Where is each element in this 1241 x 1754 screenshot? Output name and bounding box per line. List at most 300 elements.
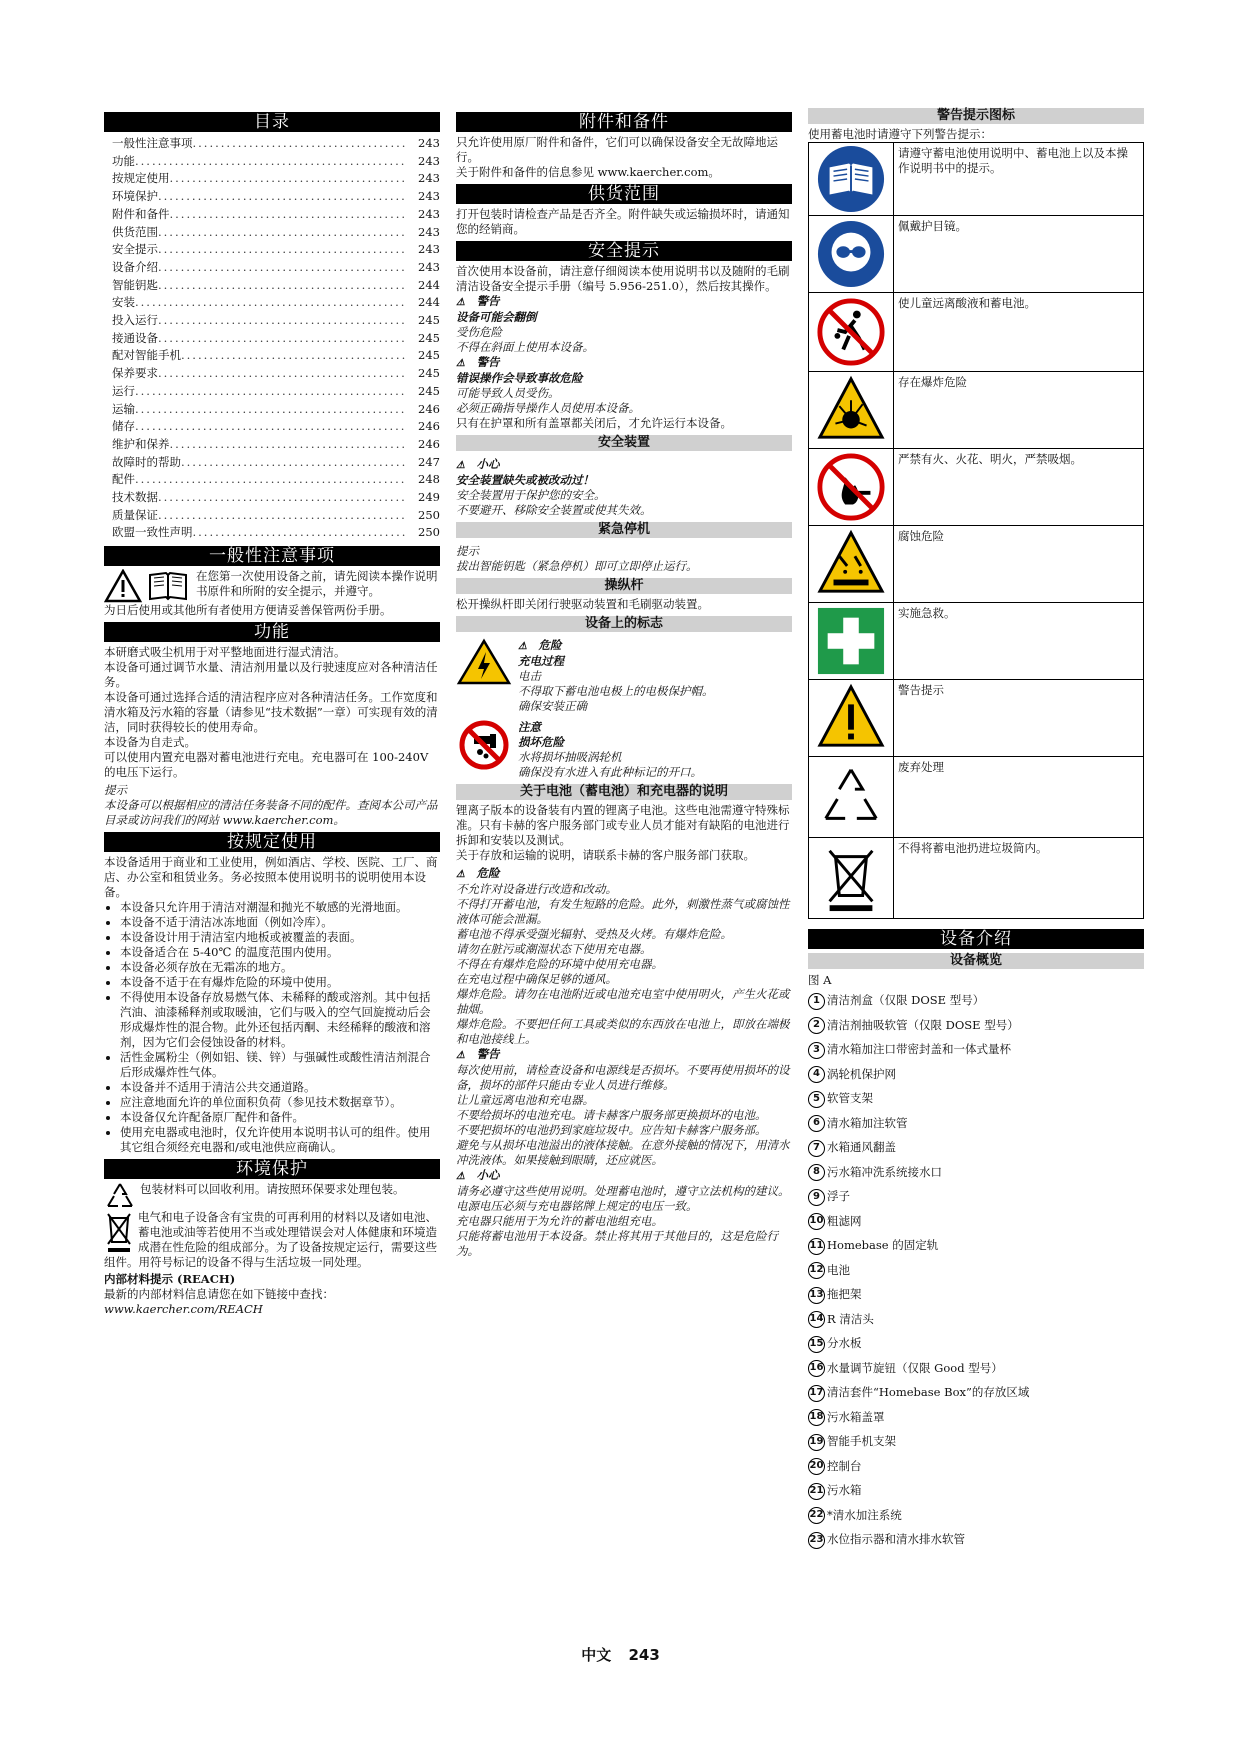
reach-text: 最新的内部材料信息请您在如下链接中查找： <box>104 1287 334 1302</box>
reach-url[interactable]: www.kaercher.com/REACH <box>104 1302 263 1317</box>
part-name: 浮子 <box>827 1189 850 1203</box>
explosion-hazard-icon <box>816 375 886 445</box>
toc-leader-dots <box>158 241 406 259</box>
part-number-badge: 22 <box>808 1507 825 1524</box>
column-middle <box>456 108 792 1259</box>
function-paragraphs <box>104 645 440 780</box>
toc-entry[interactable] <box>104 507 440 525</box>
intended-use-item: • 本设备只允许用于清洁对潮湿和抛光不敏感的光滑地面。 <box>120 900 440 915</box>
toc-entry-page: 243 <box>418 242 440 257</box>
safety-intro: 首次使用本设备前，请注意仔细阅读本使用说明书以及随附的毛刷清洁设备安全提示手册（编号 5.956-251.0），然后按其操作。 <box>456 264 790 293</box>
part-name: 污水箱盖罩 <box>827 1409 885 1424</box>
part-number-badge: 23 <box>808 1532 825 1549</box>
part-number-badge: 19 <box>808 1434 825 1451</box>
toc-leader-dots <box>158 365 406 383</box>
part-item <box>808 1013 1144 1038</box>
warning-sign-icon: ⚠ <box>456 869 465 880</box>
column-right <box>808 108 1144 1552</box>
danger-lines <box>456 882 792 1047</box>
battery-text-1: 锂离子版本的设备装有内置的锂离子电池。这些电池需遵守特殊标准。只有卡赫的客户服务部门或专业人员才能对有缺陷的电池进行拆卸和安装以及测试。 <box>456 803 790 847</box>
toc-entry[interactable] <box>104 224 440 242</box>
warning-sign-icon: ⚠ <box>518 641 527 652</box>
warning-sign-icon: ⚠ <box>456 297 465 308</box>
env-weee-note <box>104 1210 440 1270</box>
battery-text-2: 关于存放和运输的说明，请联系卡赫的客户服务部门获取。 <box>456 848 755 862</box>
mark-2-title: 损坏危险 <box>518 735 564 749</box>
toc-entry-title: 保养要求 <box>112 366 158 381</box>
warning-3-line: 让儿童远离电池和充电器。 <box>456 1093 594 1107</box>
toc-leader-dots <box>135 294 406 312</box>
intended-use-item: • 本设备并不适用于清洁公共交通道路。 <box>120 1080 440 1095</box>
toc-leader-dots <box>181 347 406 365</box>
danger-line: 爆炸危险。不要把任何工具或类似的东西放在电池上，即放在端极和电池接线上。 <box>456 1017 790 1046</box>
toc-entry[interactable] <box>104 153 440 171</box>
part-name: 水位指示器和清水排水软管 <box>827 1532 965 1546</box>
warning-sign-text: 不得将蓄电池扔进垃圾筒内。 <box>898 841 1048 855</box>
toc-entry-title: 欧盟一致性声明 <box>112 525 193 540</box>
toc-entry-title: 供货范围 <box>112 224 158 239</box>
part-number-badge: 2 <box>808 1017 825 1034</box>
warning-sign-icon-cell <box>809 680 894 756</box>
caution-1-title: 安全装置缺失或被改动过！ <box>456 473 594 487</box>
reach-label: 内部材料提示 (REACH) <box>104 1272 236 1287</box>
part-number-badge: 10 <box>808 1213 825 1230</box>
lever-text: 松开操纵杆即关闭行驶驱动装置和毛刷驱动装置。 <box>456 597 709 611</box>
part-item <box>808 1429 1144 1454</box>
toc-entry[interactable] <box>104 436 440 454</box>
warning-3-label: ⚠ 警告 <box>456 1047 500 1061</box>
battery-heading: 关于电池（蓄电池）和充电器的说明 <box>456 784 792 800</box>
part-name: R 清洁头 <box>827 1311 874 1326</box>
part-item <box>808 1478 1144 1503</box>
device-overview-heading: 设备概览 <box>808 953 1144 969</box>
toc-leader-dots <box>135 471 406 489</box>
toc-leader-dots <box>135 401 406 419</box>
part-name: 电池 <box>827 1262 850 1277</box>
caution-2-line: 请务必遵守这些使用说明。处理蓄电池时，遵守立法机构的建议。 <box>456 1184 790 1198</box>
part-name: 粗滤网 <box>827 1213 862 1228</box>
toc-entry-page: 245 <box>418 330 440 345</box>
warning-3-line: 每次使用前，请检查设备和电源线是否损坏。不要再使用损坏的设备，损坏的部件只能由专业人员进行维修。 <box>456 1063 790 1092</box>
crossed-bin-icon <box>104 1210 134 1254</box>
mark-1-line-2: 不得取下蓄电池电极上的电极保护帽。 <box>518 684 714 698</box>
toc-entry[interactable] <box>104 383 440 401</box>
toc-entry[interactable] <box>104 206 440 224</box>
warning-triangle-icon <box>104 569 142 603</box>
toc-leader-dots <box>170 206 407 224</box>
warning-2-label: ⚠ 警告 <box>456 355 500 369</box>
toc-entry-page: 245 <box>418 313 440 328</box>
toc-entry[interactable] <box>104 524 440 542</box>
toc-entry-page: 247 <box>418 454 440 469</box>
parts-list <box>808 988 1144 1552</box>
part-number-badge: 7 <box>808 1140 825 1157</box>
toc-entry-page: 246 <box>418 401 440 416</box>
toc-entry-page: 250 <box>418 525 440 540</box>
accessories-text-2: 关于附件和备件的信息参见 www.kaercher.com。 <box>456 165 720 179</box>
intended-use-item: • 本设备必须存放在无霜冻的地方。 <box>120 960 440 975</box>
safety-devices-heading: 安全装置 <box>456 435 792 451</box>
danger-line: 不允许对设备进行改造和改动。 <box>456 882 617 896</box>
caution-2-lines <box>456 1184 792 1259</box>
toc-entry[interactable] <box>104 135 440 153</box>
warning-sign-icon-cell <box>809 216 894 292</box>
warning-signs-table <box>808 142 1144 919</box>
part-item <box>808 1454 1144 1479</box>
warning-sign-icon-cell <box>809 372 894 448</box>
warning-sign-row <box>809 143 1143 216</box>
part-number-badge: 1 <box>808 993 825 1010</box>
intended-use-item: • 本设备不适于清洁冰冻地面（例如冷库）。 <box>120 915 440 930</box>
general-text: 在您第一次使用设备之前，请先阅读本操作说明书原件和所附的安全提示，并遵守。 <box>196 569 438 599</box>
general-text-2: 为日后使用或其他所有者使用方便请妥善保管两份手册。 <box>104 603 392 618</box>
part-name: 控制台 <box>827 1458 862 1473</box>
toc-entry-title: 维护和保养 <box>112 436 170 451</box>
toc-entry-page: 243 <box>418 206 440 221</box>
part-number-badge: 13 <box>808 1287 825 1304</box>
mark-2-line-2: 确保没有水进入有此种标记的开口。 <box>518 765 702 779</box>
toc-entry-title: 储存 <box>112 419 135 434</box>
supply-heading: 供货范围 <box>456 184 792 204</box>
part-name: 污水箱冲洗系统接水口 <box>827 1164 942 1179</box>
part-name: 清洁剂抽吸软管（仅限 DOSE 型号） <box>827 1017 1019 1032</box>
part-number-badge: 16 <box>808 1360 825 1377</box>
warning-sign-icon-cell <box>809 838 894 918</box>
no-fire-icon <box>816 452 886 522</box>
toc-leader-dots <box>170 170 407 188</box>
caution-1-line-1: 安全装置用于保护您的安全。 <box>456 488 606 502</box>
caution-1-label: ⚠ 小心 <box>456 457 500 471</box>
danger-label: ⚠ 危险 <box>456 866 500 880</box>
part-number-badge: 12 <box>808 1262 825 1279</box>
danger-line: 蓄电池不得承受强光辐射、受热及火烤。有爆炸危险。 <box>456 927 732 941</box>
environment-heading: 环境保护 <box>104 1159 440 1179</box>
part-item <box>808 1282 1144 1307</box>
warning-sign-row <box>809 757 1143 838</box>
part-name: 污水箱 <box>827 1483 862 1497</box>
part-number-badge: 9 <box>808 1189 825 1206</box>
function-hint: 本设备可以根据相应的清洁任务装备不同的配件。查阅本公司产品目录或访问我们的网站 www.kaercher.com。 <box>104 798 438 828</box>
toc-entry[interactable] <box>104 188 440 206</box>
intended-use-item: • 本设备适合在 5-40℃ 的温度范围内使用。 <box>120 945 440 960</box>
toc-entry-title: 技术数据 <box>112 490 158 505</box>
toc-entry-title: 安装 <box>112 295 135 310</box>
toc-leader-dots <box>158 312 406 330</box>
intended-use-item: • 应注意地面允许的单位面积负荷（参见技术数据章节）。 <box>120 1095 440 1110</box>
warning-2-line-1: 可能导致人员受伤。 <box>456 386 560 400</box>
part-number-badge: 20 <box>808 1458 825 1475</box>
part-item <box>808 1184 1144 1209</box>
lever-heading: 操纵杆 <box>456 578 792 594</box>
part-item <box>808 1111 1144 1136</box>
part-number-badge: 3 <box>808 1042 825 1059</box>
warning-sign-icon-cell <box>809 757 894 837</box>
part-name: 拖把架 <box>827 1287 862 1301</box>
warning-icons-heading: 警告提示图标 <box>808 108 1144 124</box>
eye-protection-icon <box>816 219 886 289</box>
toc-leader-dots <box>158 507 406 525</box>
accessories-heading: 附件和备件 <box>456 112 792 132</box>
part-item <box>808 1062 1144 1087</box>
part-item <box>808 1233 1144 1258</box>
caution-1-line-2: 不要避开、移除安全装置或使其失效。 <box>456 503 652 517</box>
device-description-heading: 设备介绍 <box>808 929 1144 949</box>
recycling-icon <box>104 1182 136 1210</box>
toc-entry-page: 250 <box>418 507 440 522</box>
warning-sign-row <box>809 449 1143 526</box>
toc-entry[interactable] <box>104 277 440 295</box>
mark-2-label: 注意 <box>518 720 541 734</box>
part-number-badge: 15 <box>808 1336 825 1353</box>
toc-entry-page: 243 <box>418 224 440 239</box>
footer-language: 中文 <box>581 1646 612 1664</box>
no-water-icon <box>456 720 512 770</box>
corrosive-icon <box>816 529 886 599</box>
toc-entry-title: 接通设备 <box>112 330 158 345</box>
accessories-text-1: 只允许使用原厂附件和备件，它们可以确保设备安全无故障地运行。 <box>456 135 778 164</box>
toc-entry-title: 设备介绍 <box>112 259 158 274</box>
warning-sign-icon-cell <box>809 143 894 215</box>
part-item <box>808 988 1144 1013</box>
keep-children-away-icon <box>816 297 886 367</box>
warning-sign-text: 腐蚀危险 <box>898 529 944 543</box>
toc-entry-title: 配件 <box>112 472 135 487</box>
supply-text: 打开包装时请检查产品是否齐全。附件缺失或运输损坏时，请通知您的经销商。 <box>456 207 790 236</box>
toc-entry-page: 245 <box>418 366 440 381</box>
mark-1-line-1: 电击 <box>518 669 541 683</box>
toc-entry-page: 244 <box>418 295 440 310</box>
function-paragraph: 本设备可通过选择合适的清洁程序应对各种清洁任务。工作宽度和清水箱及污水箱的容量（请参见“技术数据”一章）可实现有效的清洁，同时获得较长的使用寿命。 <box>104 690 438 735</box>
part-number-badge: 21 <box>808 1483 825 1500</box>
part-item <box>808 1086 1144 1111</box>
general-heading: 一般性注意事项 <box>104 546 440 566</box>
toc-entry[interactable] <box>104 170 440 188</box>
warning-sign-icon-cell <box>809 526 894 602</box>
function-heading: 功能 <box>104 622 440 642</box>
part-item <box>808 1037 1144 1062</box>
warning-sign-row <box>809 603 1143 680</box>
warning-sign-row <box>809 526 1143 603</box>
toc-entry[interactable] <box>104 294 440 312</box>
mark-1-label: ⚠ 危险 <box>518 638 562 652</box>
recycling-icon <box>816 762 886 832</box>
toc-entry-page: 243 <box>418 189 440 204</box>
toc-entry-page: 246 <box>418 436 440 451</box>
part-number-badge: 18 <box>808 1409 825 1426</box>
function-paragraph: 可以使用内置充电器对蓄电池进行充电。充电器可在 100-240V 的电压下运行。 <box>104 750 429 780</box>
toc-leader-dots <box>135 383 406 401</box>
mark-1-title: 充电过程 <box>518 654 564 668</box>
toc-entry-page: 243 <box>418 153 440 168</box>
part-number-badge: 11 <box>808 1238 825 1255</box>
warning-3-line: 不要把损坏的电池扔到家庭垃圾中。应告知卡赫客户服务部。 <box>456 1123 767 1137</box>
column-left <box>104 108 440 1317</box>
env-text-2: 电气和电子设备含有宝贵的可再利用的材料以及诸如电池、蓄电池或油等若使用不当或处理错误会对人体健康和环境造成潜在性危险的组成部分。为了设备按规定运行，需要这些组件。用符号标记的设备不得与生活垃圾一同处理。 <box>104 1210 437 1270</box>
warning-2-title: 错误操作会导致事故危险 <box>456 371 583 385</box>
page-number: 243 <box>628 1646 660 1664</box>
toc-entry-page: 249 <box>418 490 440 505</box>
part-number-badge: 14 <box>808 1311 825 1328</box>
warning-sign-text: 佩戴护目镜。 <box>898 219 967 233</box>
danger-line: 请勿在脏污或潮湿状态下使用充电器。 <box>456 942 652 956</box>
electric-hazard-icon <box>456 638 512 686</box>
intended-use-intro: 本设备适用于商业和工业使用，例如酒店、学校、医院、工厂、商店、办公室和租赁业务。务必按照本使用说明书的说明使用本设备。 <box>104 855 438 900</box>
toc-entry-page: 243 <box>418 136 440 150</box>
toc-leader-dots <box>158 188 406 206</box>
warning-1-title: 设备可能会翻倒 <box>456 310 537 324</box>
part-item <box>808 1527 1144 1552</box>
emergency-hint-label: 提示 <box>456 544 479 558</box>
toc-entry-title: 按规定使用 <box>112 171 170 186</box>
read-manual-icon <box>146 569 190 603</box>
part-item <box>808 1331 1144 1356</box>
warning-1-label: ⚠ 警告 <box>456 294 500 308</box>
warning-2-line-2: 必须正确指导操作人员使用本设备。 <box>456 401 640 415</box>
toc-entry-title: 环境保护 <box>112 189 158 204</box>
toc-entry[interactable] <box>104 418 440 436</box>
toc-entry[interactable] <box>104 365 440 383</box>
mark-2-line-1: 水将损坏抽吸涡轮机 <box>518 750 622 764</box>
env-recycle-note <box>104 1182 440 1210</box>
toc-leader-dots <box>193 524 407 542</box>
warning-1-line-1: 受伤危险 <box>456 325 502 339</box>
table-of-contents <box>104 135 440 542</box>
mark-water <box>456 720 792 780</box>
warning-sign-text: 存在爆炸危险 <box>898 375 967 389</box>
first-aid-icon <box>816 606 886 676</box>
warning-sign-row <box>809 293 1143 372</box>
part-name: 水量调节旋钮（仅限 Good 型号） <box>827 1360 1003 1375</box>
toc-heading: 目录 <box>104 112 440 132</box>
warning-sign-icon-cell <box>809 449 894 525</box>
part-name: 清水箱加注口带密封盖和一体式量杯 <box>827 1042 1011 1056</box>
caution-2-line: 只能将蓄电池用于本设备。禁止将其用于其他目的，这是危险行为。 <box>456 1229 778 1258</box>
emergency-hint: 拔出智能钥匙（紧急停机）即可立即停止运行。 <box>456 559 698 573</box>
warning-sign-text: 请遵守蓄电池使用说明中、蓄电池上以及本操作说明书中的提示。 <box>898 146 1128 175</box>
warning-3-line: 避免与从损坏电池溢出的液体接触。在意外接触的情况下，用清水冲洗液体。如果接触到眼睛，还应就医。 <box>456 1138 790 1167</box>
intended-use-item: • 本设备设计用于清洁室内地板或被覆盖的表面。 <box>120 930 440 945</box>
intended-use-list <box>104 900 440 1155</box>
toc-entry[interactable] <box>104 259 440 277</box>
toc-entry-page: 246 <box>418 419 440 434</box>
warning-sign-icon-cell <box>809 603 894 679</box>
part-name: Homebase 的固定轨 <box>827 1238 939 1252</box>
part-item <box>808 1209 1144 1234</box>
part-name: 涡轮机保护网 <box>827 1066 896 1081</box>
function-paragraph: 本设备可通过调节水量、清洁剂用量以及行驶速度应对各种清洁任务。 <box>104 660 438 690</box>
toc-entry[interactable] <box>104 312 440 330</box>
warning-sign-icon: ⚠ <box>456 1050 465 1061</box>
mark-charging <box>456 638 792 714</box>
part-number-badge: 5 <box>808 1091 825 1108</box>
toc-entry-page: 243 <box>418 171 440 186</box>
caution-2-line: 电源电压必须与充电器铭牌上规定的电压一致。 <box>456 1199 698 1213</box>
toc-entry[interactable] <box>104 347 440 365</box>
emergency-stop-heading: 紧急停机 <box>456 522 792 538</box>
safety-heading: 安全提示 <box>456 241 792 261</box>
warning-sign-row <box>809 216 1143 293</box>
toc-leader-dots <box>158 489 406 507</box>
toc-entry-page: 243 <box>418 259 440 274</box>
function-paragraph: 本研磨式吸尘机用于对平整地面进行湿式清洁。 <box>104 645 346 660</box>
toc-entry-title: 故障时的帮助 <box>112 454 181 469</box>
toc-entry-title: 投入运行 <box>112 313 158 328</box>
toc-entry[interactable] <box>104 241 440 259</box>
caution-2-line: 充电器只能用于为允许的蓄电池组充电。 <box>456 1214 663 1228</box>
part-name: 智能手机支架 <box>827 1434 896 1448</box>
toc-entry-title: 质量保证 <box>112 507 158 522</box>
warning-2-line-3: 只有在护罩和所有盖罩都关闭后，才允许运行本设备。 <box>456 416 732 430</box>
mark-1-line-3: 确保安装正确 <box>518 699 587 713</box>
part-number-badge: 8 <box>808 1164 825 1181</box>
part-number-badge: 6 <box>808 1115 825 1132</box>
warning-sign-row <box>809 838 1143 919</box>
danger-line: 爆炸危险。请勿在电池附近或电池充电室中使用明火，产生火花或抽烟。 <box>456 987 790 1016</box>
figure-label: 图 A <box>808 973 832 987</box>
warning-3-line: 不要给损坏的电池充电。请卡赫客户服务部更换损坏的电池。 <box>456 1108 767 1122</box>
toc-entry[interactable] <box>104 489 440 507</box>
danger-line: 不得在有爆炸危险的环境中使用充电器。 <box>456 957 663 971</box>
toc-entry-title: 一般性注意事项 <box>112 136 193 150</box>
part-item <box>808 1307 1144 1332</box>
warning-sign-icon: ⚠ <box>456 1171 465 1182</box>
toc-entry-page: 245 <box>418 348 440 363</box>
warning-icon <box>816 683 886 753</box>
intended-use-item: • 本设备不适于在有爆炸危险的环境中使用。 <box>120 975 440 990</box>
toc-leader-dots <box>193 135 407 153</box>
part-number-badge: 4 <box>808 1066 825 1083</box>
warning-sign-icon: ⚠ <box>456 358 465 369</box>
intended-use-item: • 本设备仅允许配备原厂配件和备件。 <box>120 1110 440 1125</box>
toc-entry[interactable] <box>104 401 440 419</box>
warning-3-lines <box>456 1063 792 1168</box>
part-name: 软管支架 <box>827 1091 873 1105</box>
toc-leader-dots <box>135 418 406 436</box>
toc-entry[interactable] <box>104 330 440 348</box>
toc-leader-dots <box>158 330 406 348</box>
warning-sign-text: 废弃处理 <box>898 760 944 774</box>
warning-icons-intro: 使用蓄电池时请遵守下列警告提示： <box>808 127 992 141</box>
danger-line: 不得打开蓄电池，有发生短路的危险。此外，刺激性蒸气或腐蚀性液体可能会泄漏。 <box>456 897 790 926</box>
toc-entry-title: 配对智能手机 <box>112 348 181 363</box>
part-name: 清洁套件“Homebase Box”的存放区域 <box>827 1385 1030 1399</box>
toc-entry-page: 248 <box>418 472 440 487</box>
warning-sign-row <box>809 372 1143 449</box>
warning-sign-text: 严禁有火、火花、明火，严禁吸烟。 <box>898 452 1082 466</box>
warning-sign-icon: ⚠ <box>456 460 465 471</box>
part-item <box>808 1503 1144 1528</box>
intended-use-item: • 使用充电器或电池时，仅允许使用本说明书认可的组件。使用其它组合须经充电器和/或电池供应商确认。 <box>120 1125 440 1155</box>
toc-entry-title: 附件和备件 <box>112 206 170 221</box>
intended-use-item: • 不得使用本设备存放易燃气体、未稀释的酸或溶剂。其中包括汽油、油漆稀释剂或取暖油，它们与吸入的空气回旋搅动后会形成爆炸性的混合物。此外还包括丙酮、未经稀释的酸液和溶剂，因为它们会侵蚀设备的材料。 <box>120 990 440 1050</box>
danger-line: 在充电过程中确保足够的通风。 <box>456 972 617 986</box>
toc-entry[interactable] <box>104 471 440 489</box>
toc-entry-title: 安全提示 <box>112 242 158 257</box>
manual-icon <box>816 144 886 214</box>
function-hint-label: 提示 <box>104 783 127 798</box>
toc-entry[interactable] <box>104 454 440 472</box>
toc-leader-dots <box>158 259 406 277</box>
warning-sign-text: 实施急救。 <box>898 606 956 620</box>
env-text-1: 包装材料可以回收利用。请按照环保要求处理包装。 <box>140 1182 405 1197</box>
toc-entry-title: 运行 <box>112 383 135 398</box>
toc-entry-title: 智能钥匙 <box>112 277 158 292</box>
part-item <box>808 1160 1144 1185</box>
part-name: 清洁剂盒（仅限 DOSE 型号） <box>827 993 985 1007</box>
part-name: 清水箱加注软管 <box>827 1115 908 1130</box>
toc-leader-dots <box>158 277 406 295</box>
device-marks-heading: 设备上的标志 <box>456 616 792 632</box>
